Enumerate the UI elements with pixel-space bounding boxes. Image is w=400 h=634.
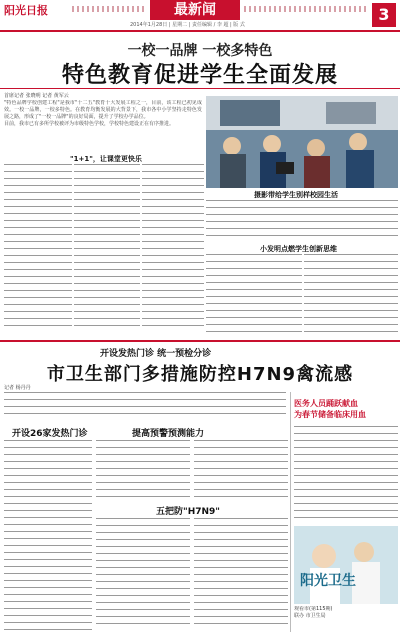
- divider: [0, 88, 400, 89]
- divider: [0, 340, 400, 342]
- story1-photo: [206, 96, 398, 188]
- brand-photo: [294, 526, 398, 604]
- photo-caption: 摄影带给学生别样校园生活: [254, 191, 338, 199]
- edition-meta: 2014年1月28日 | 星期二 | 责任编辑 / 李 超 | 版 式: [130, 22, 245, 28]
- text-column: [206, 200, 398, 240]
- story2-byline: 记者 杨丹丹: [4, 385, 31, 391]
- text-column: [74, 164, 140, 332]
- brand-note: 观看市(第115期) 联办 市卫生局: [294, 606, 333, 619]
- text-column: [194, 518, 288, 630]
- page-number: 3: [372, 3, 396, 27]
- text-column: [4, 164, 72, 332]
- text-column: [96, 440, 190, 500]
- decorative-dots: [244, 6, 366, 12]
- story1-headline: 特色教育促进学生全面发展: [61, 63, 338, 88]
- text-column: [294, 426, 398, 522]
- sidebar-title: 医务人员踊跃献血 为春节储备临床用血: [294, 399, 366, 419]
- column-divider: [290, 392, 291, 632]
- text-column: [4, 440, 92, 630]
- story1-byline: 首席记者 张晓明 记者 黄军云: [4, 93, 69, 99]
- story1-paragraph: "特色品牌学校创建工程"是我市"十二五"教育十大发展工程之一，目前，该工程已初见成效。一校一品牌，一校多特色。在教育均衡发展的大背景下，我市各中小学坚持走特色发展之路，形成了"一校一品牌"的良好局面，提升了学校办学品位。: [4, 100, 202, 120]
- brand-text: 阳光卫生: [300, 573, 356, 589]
- story1-paragraph: 目前，我市已有多所学校被评为市级特色学校，学校特色建设正在有序推进。: [4, 121, 175, 127]
- sub-heading: 提高预警预测能力: [132, 429, 205, 439]
- story2-headline: 市卫生部门多措施防控H7N9禽流感: [46, 364, 354, 385]
- text-column: [206, 254, 302, 334]
- section-banner: 最新闻: [150, 0, 240, 20]
- masthead: [0, 0, 400, 32]
- text-column: [142, 164, 204, 332]
- story1-kicker: 一校一品牌 一校多特色: [127, 43, 273, 59]
- text-column: [304, 254, 398, 334]
- sub-heading: 五把防"H7N9": [156, 507, 220, 517]
- sub-heading: 小发明点燃学生创新思维: [260, 245, 337, 253]
- sub-heading: "1+1"，让课堂更快乐: [70, 155, 142, 163]
- sub-heading: 开设26家发热门诊: [12, 429, 88, 439]
- decorative-dots: [72, 6, 146, 12]
- story2-kicker: 开设发热门诊 统一预检分诊: [100, 349, 212, 359]
- newspaper-logo: 阳光日报: [4, 4, 48, 17]
- text-column: [96, 518, 190, 630]
- story1-lead: [4, 100, 202, 152]
- text-column: [194, 440, 288, 500]
- text-column: [4, 392, 286, 420]
